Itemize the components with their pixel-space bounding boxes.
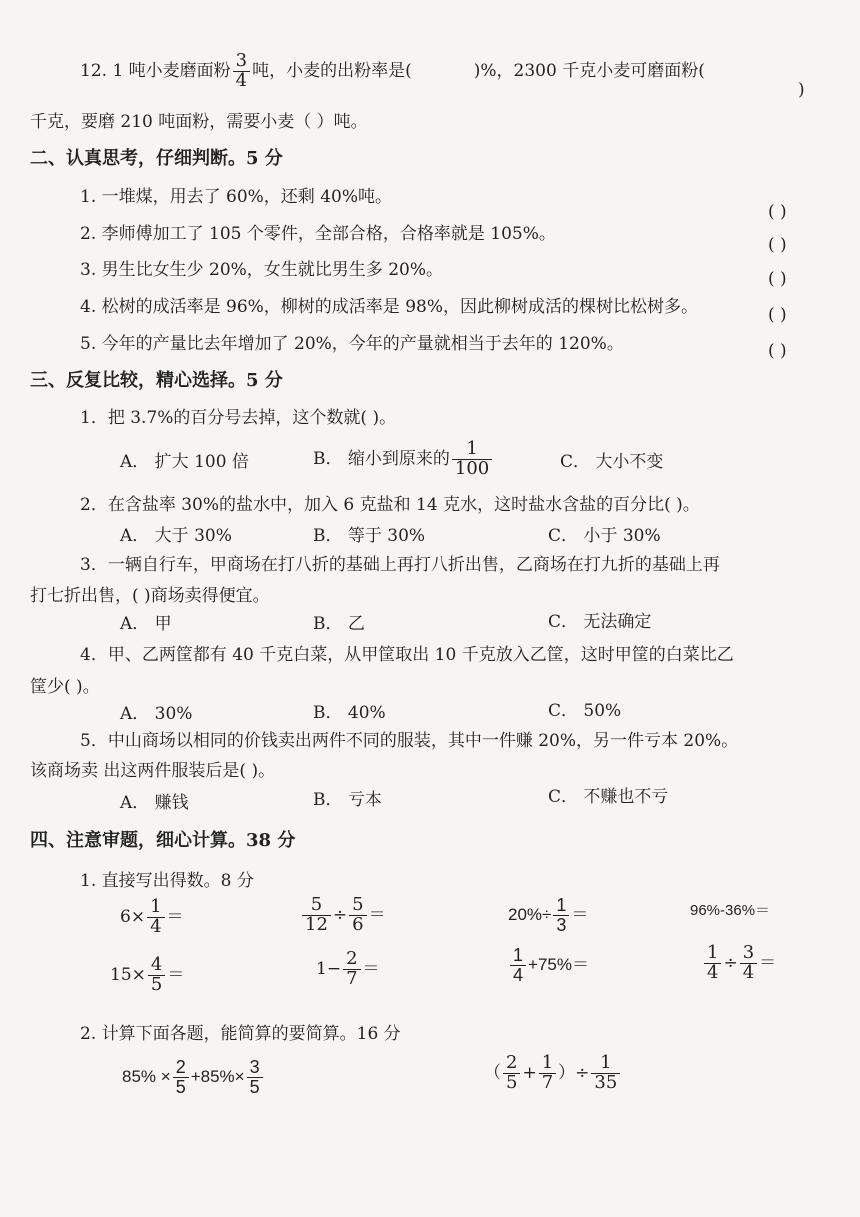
- section2-title: 二、认真思考，仔细判断。5 分: [30, 148, 283, 169]
- q12-prefix: 12. 1 吨小麦磨面粉: [80, 60, 231, 81]
- choice-q1-b[interactable]: [313, 440, 494, 479]
- choice-q1-c[interactable]: C． 大小不变: [560, 452, 664, 472]
- choice-q1-b-fraction: $\frac{1}{100}$: [452, 440, 492, 479]
- choice-q2-a[interactable]: A． 大于 30%: [120, 526, 232, 546]
- q12-mid: 吨，小麦的出粉率是(: [252, 60, 412, 81]
- judge-bracket-1[interactable]: ( ): [768, 202, 787, 222]
- choice-q5-a[interactable]: A． 赚钱: [120, 793, 189, 813]
- choice-q5-stem-line2: 该商场卖 出这两件服装后是( )。: [30, 761, 276, 781]
- judge-bracket-3[interactable]: ( ): [768, 269, 787, 289]
- judge-item-1: 1. 一堆煤，用去了 60%，还剩 40%吨。: [80, 187, 393, 207]
- section4-title: 四、注意审题，细心计算。38 分: [30, 830, 296, 851]
- choice-q5-stem-line1: 5．中山商场以相同的价钱卖出两件不同的服装，其中一件赚 20%，另一件亏本 20%。: [80, 731, 739, 751]
- simplify-expr-1: 85% × $\frac{2}{5}$ +85%× $\frac{3}{5}$: [122, 1058, 265, 1097]
- choice-q3-a[interactable]: A． 甲: [120, 614, 172, 634]
- judge-item-3: 3. 男生比女生少 20%，女生就比男生多 20%。: [80, 260, 444, 280]
- q12-fraction: $\frac{3}{4}$: [233, 52, 250, 91]
- choice-q2-b[interactable]: B． 等于 30%: [313, 526, 426, 546]
- choice-q5-c[interactable]: C． 不赚也不亏: [548, 787, 669, 807]
- choice-q5-b[interactable]: B． 亏本: [313, 790, 382, 810]
- choice-q1-a[interactable]: A． 扩大 100 倍: [120, 452, 249, 472]
- calc-r2c4: $\frac{1}{4}$ ÷ $\frac{3}{4}$ ＝: [702, 944, 776, 983]
- section4-part2-title: 2. 计算下面各题，能简算的要简算。16 分: [80, 1024, 401, 1044]
- choice-q3-c[interactable]: C． 无法确定: [548, 612, 652, 632]
- judge-item-4: 4. 松树的成活率是 96%，柳树的成活率是 98%，因此柳树成活的棵树比松树多。: [80, 297, 699, 317]
- q12-line1: [80, 52, 705, 91]
- choice-q4-stem-line1: 4．甲、乙两筐都有 40 千克白菜，从甲筐取出 10 千克放入乙筐，这时甲筐的白菜比乙: [80, 645, 734, 665]
- choice-q3-b[interactable]: B． 乙: [313, 614, 365, 634]
- judge-item-2: 2. 李师傅加工了 105 个零件，全部合格，合格率就是 105%。: [80, 224, 556, 244]
- section3-title: 三、反复比较，精心选择。5 分: [30, 370, 283, 391]
- judge-item-5: 5. 今年的产量比去年增加了 20%，今年的产量就相当于去年的 120%。: [80, 334, 624, 354]
- judge-bracket-5[interactable]: ( ): [768, 341, 787, 361]
- choice-q3-stem-line2: 打七折出售，( )商场卖得便宜。: [30, 586, 270, 606]
- choice-q4-a[interactable]: A． 30%: [120, 704, 193, 724]
- judge-bracket-4[interactable]: ( ): [768, 305, 787, 325]
- section4-part1-title: 1. 直接写出得数。8 分: [80, 871, 254, 891]
- q12-after-blank1: )%，2300 千克小麦可磨面粉(: [473, 60, 705, 81]
- simplify-expr-2: （ $\frac{2}{5}$ + $\frac{1}{7}$ ）÷ $\frac{1}{35}$: [484, 1054, 622, 1093]
- choice-q4-c[interactable]: C． 50%: [548, 701, 622, 721]
- judge-bracket-2[interactable]: ( ): [768, 235, 787, 255]
- choice-q2-stem: 2．在含盐率 30%的盐水中，加入 6 克盐和 14 克水，这时盐水含盐的百分比( )。: [80, 495, 700, 515]
- calc-r1c2: $\frac{5}{12}$ ÷ $\frac{5}{6}$ ＝: [300, 896, 386, 935]
- choice-q1-stem: 1．把 3.7%的百分号去掉，这个数就( )。: [80, 408, 397, 428]
- calc-r2c1: 15× $\frac{4}{5}$ ＝: [110, 954, 185, 995]
- q12-end-paren: ): [798, 80, 805, 100]
- choice-q4-b[interactable]: B． 40%: [313, 703, 386, 723]
- calc-r1c3: 20%÷ $\frac{1}{3}$ ＝: [508, 895, 589, 935]
- calc-r2c3: $\frac{1}{4}$ +75%＝: [508, 946, 589, 985]
- choice-q4-stem-line2: 筐少( )。: [30, 677, 100, 697]
- choice-q3-stem-line1: 3．一辆自行车，甲商场在打八折的基础上再打八折出售，乙商场在打九折的基础上再: [80, 555, 720, 575]
- calc-r1c1: 6× $\frac{1}{4}$ ＝: [120, 896, 184, 937]
- q12-line2: 千克，要磨 210 吨面粉，需要小麦（ ）吨。: [30, 112, 368, 132]
- choice-q2-c[interactable]: C． 小于 30%: [548, 526, 661, 546]
- calc-r2c2: 1− $\frac{2}{7}$ ＝: [316, 948, 380, 989]
- calc-r1c4: 96%-36%＝: [690, 902, 771, 919]
- choice-q1-b-label: B． 缩小到原来的: [313, 448, 450, 469]
